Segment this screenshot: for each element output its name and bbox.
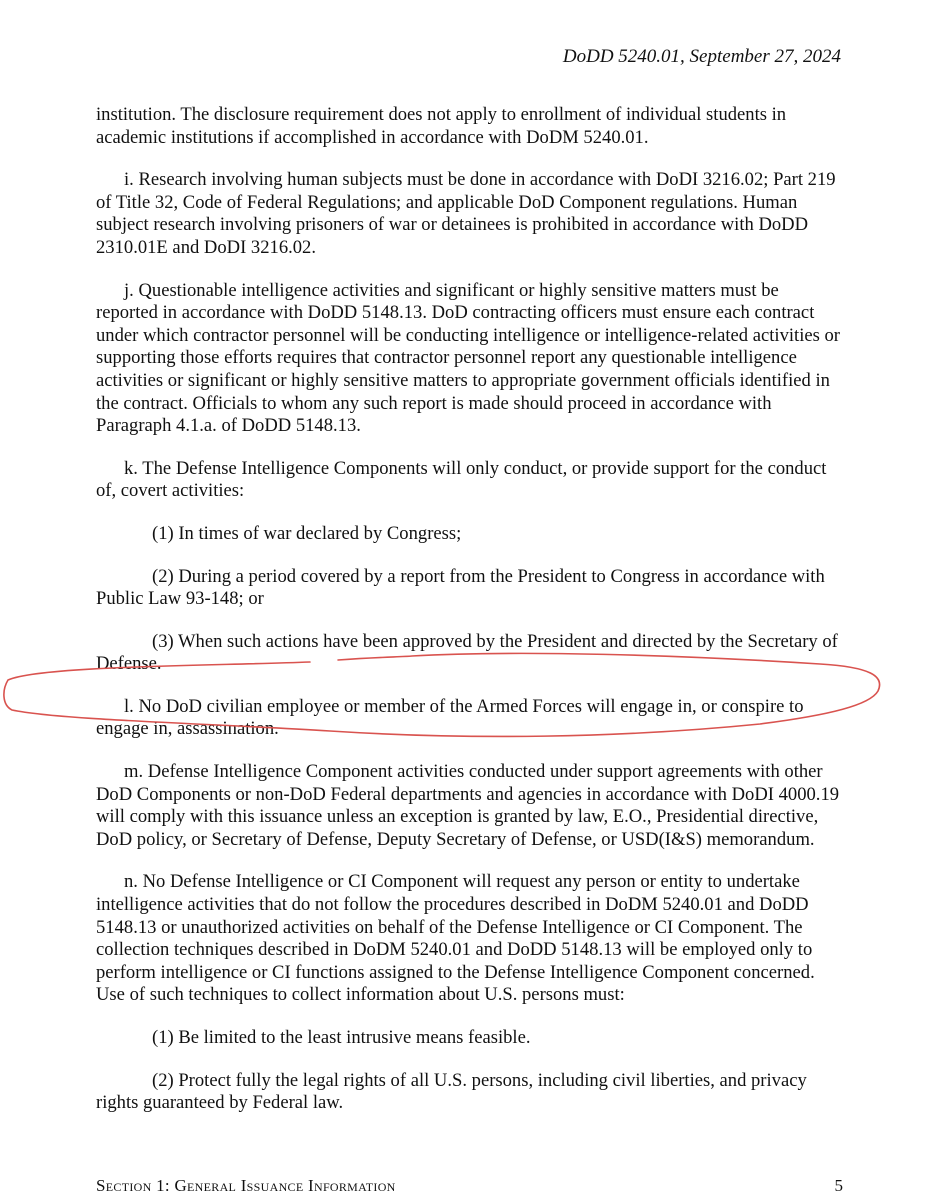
paragraph-k-2: (2) During a period covered by a report from the President to Congress in accordance with Public Law 93-148; or — [96, 565, 825, 610]
paragraph-i: i. Research involving human subjects must be done in accordance with DoDI 3216.02; Part 219 of Title 32, Code of Federal Regulations; and applicable DoD Component regulations. Human subject research involving prisoners of war or detainees is prohibited in accordance with DoDD 2310.01E and DoDI 3216.02. — [96, 169, 836, 258]
page-number: 5 — [834, 1176, 843, 1195]
document-header: DoDD 5240.01, September 27, 2024 — [562, 46, 841, 67]
paragraph-n: n. No Defense Intelligence or CI Component will request any person or entity to undertake intelligence activities that do not follow the procedures described in DoDM 5240.01 and DoDD 5148.13 or unauthorized activities on behalf of the Defense Intelligence or CI Component. The collection techniques described in DoDM 5240.01 and DoDD 5148.13 will be employed only to perform intelligence or CI functions assigned to the Defense Intelligence Component concerned. Use of such techniques to collect information about U.S. persons must: — [96, 871, 815, 1006]
paragraph-k: k. The Defense Intelligence Components will only conduct, or provide support for the conduct of, covert activities: — [96, 457, 827, 502]
paragraph-l: l. No DoD civilian employee or member of the Armed Forces will engage in, or conspire to engage in, assassination. — [96, 695, 804, 740]
paragraph-n-2: (2) Protect fully the legal rights of all U.S. persons, including civil liberties, and privacy rights guaranteed by Federal law. — [96, 1069, 807, 1114]
paragraph-j: j. Questionable intelligence activities and significant or highly sensitive matters must be reported in accordance with DoDD 5148.13. DoD contracting officers must ensure each contract under which contractor personnel will be conducting intelligence or intelligence-related activities or supporting those efforts requires that contractor personnel report any questionable intelligence activities or significant or highly sensitive matters to appropriate government officials identified in the contract. Officials to whom any such report is made should proceed in accordance with Paragraph 4.1.a. of DoDD 5148.13. — [96, 279, 840, 437]
document-body — [96, 104, 841, 1135]
paragraph-m: m. Defense Intelligence Component activities conducted under support agreements with other DoD Components or non-DoD Federal departments and agencies in accordance with DoDI 4000.19 will comply with this issuance unless an exception is granted by law, E.O., Presidential directive, DoD policy, or Secretary of Defense, Deputy Secretary of Defense, or USD(I&S) memorandum. — [96, 761, 840, 850]
paragraph-k-3: (3) When such actions have been approved by the President and directed by the Secretary of Defense. — [96, 630, 838, 675]
document-footer — [96, 1176, 843, 1196]
footer-section-title: Section 1: General Issuance Information — [96, 1176, 396, 1195]
paragraph-continuation: institution. The disclosure requirement does not apply to enrollment of individual students in academic institutions if accomplished in accordance with DoDM 5240.01. — [96, 104, 787, 148]
paragraph-k-1: (1) In times of war declared by Congress; — [152, 522, 462, 544]
paragraph-n-1: (1) Be limited to the least intrusive means feasible. — [152, 1027, 531, 1048]
